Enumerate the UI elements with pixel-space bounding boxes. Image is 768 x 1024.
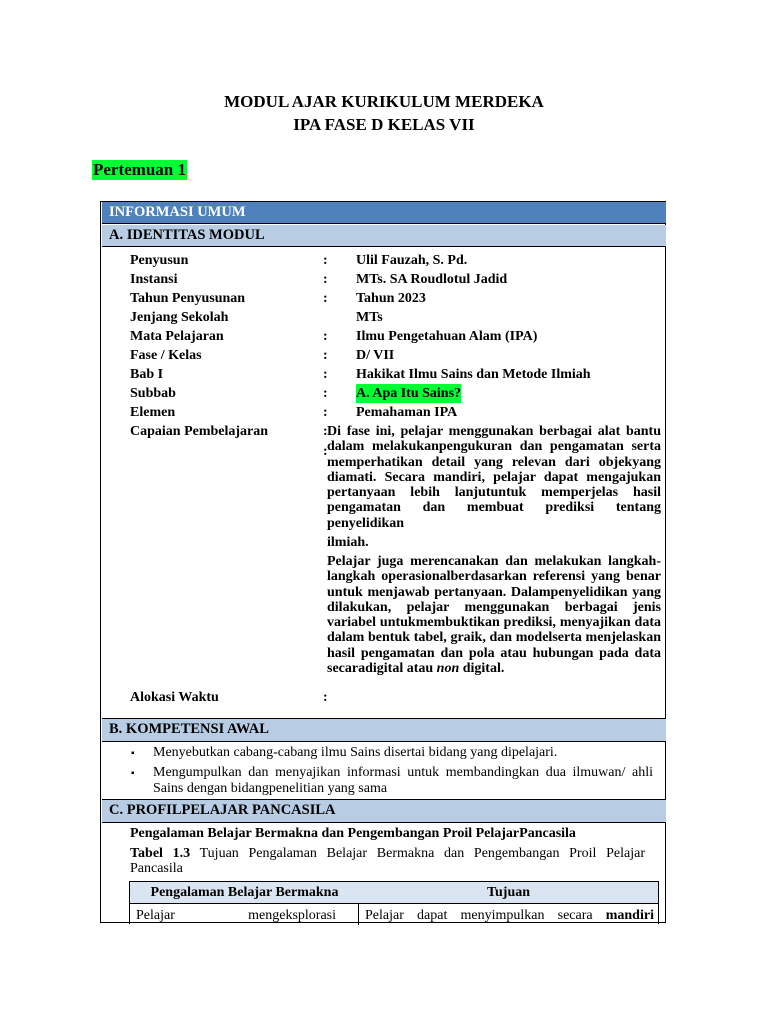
identity-colon: :	[323, 291, 328, 306]
section-header-profil: C. PROFILPELAJAR PANCASILA	[102, 799, 666, 823]
cell-word: Pelajar	[365, 908, 404, 923]
profil-table-header-col1: Pengalaman Belajar Bermakna	[150, 885, 339, 900]
identity-colon: :	[323, 329, 328, 344]
capaian-paragraph-2-tail: digital.	[462, 661, 505, 677]
section-header-identitas: A. IDENTITAS MODUL	[102, 225, 666, 247]
meeting-label: Pertemuan 1	[93, 160, 187, 179]
cell-word: dapat	[417, 908, 448, 923]
identity-label: Elemen	[130, 405, 176, 420]
identity-label: Subbab	[130, 386, 176, 401]
identity-value: Pemahaman IPA	[356, 405, 458, 420]
capaian-paragraph-2-italic: non	[436, 661, 460, 677]
cell-word: mengeksplorasi	[248, 908, 336, 923]
identity-colon: :	[323, 272, 328, 287]
identity-colon: :	[323, 253, 328, 268]
identity-label: Jenjang Sekolah	[130, 310, 229, 325]
identity-colon: :	[323, 367, 328, 382]
profil-table-header-col2: Tujuan	[486, 885, 531, 900]
document-subtitle: IPA FASE D KELAS VII	[293, 115, 475, 134]
cell-word: Pelajar	[136, 908, 175, 923]
identity-colon: :	[323, 348, 328, 363]
module-table	[100, 201, 666, 923]
identity-value-highlighted: A. Apa Itu Sains?	[356, 386, 462, 401]
cell-word: secara	[557, 908, 593, 923]
capaian-colon: :	[323, 424, 328, 439]
profil-subtitle: Pengalaman Belajar Bermakna dan Pengembangan Proil PelajarPancasila	[130, 826, 576, 841]
identity-label: Tahun Penyusunan	[130, 291, 246, 306]
capaian-label: Capaian Pembelajaran	[130, 424, 269, 439]
bullet-icon: ▪	[131, 748, 135, 759]
capaian-colon-second: :	[323, 444, 328, 459]
identity-value: Ilmu Pengetahuan Alam (IPA)	[356, 329, 538, 344]
table-caption-text: Tujuan Pengalaman Belajar Bermakna dan Pengembangan Proil Pelajar Pancasila	[130, 846, 645, 876]
cell-word: menyimpulkan	[460, 908, 545, 923]
identity-label: Bab I	[130, 367, 164, 382]
identity-value: D/ VII	[356, 348, 395, 363]
cell-word-bold: mandiri	[605, 908, 654, 923]
table-caption-label: Tabel 1.3	[130, 846, 191, 861]
table-caption	[130, 846, 645, 876]
profil-table-cell-col2	[365, 908, 654, 924]
document-title: MODUL AJAR KURIKULUM MERDEKA	[224, 92, 544, 111]
capaian-paragraph-1-end: ilmiah.	[327, 535, 369, 550]
identity-label: Instansi	[130, 272, 178, 287]
identity-value: Ulil Fauzah, S. Pd.	[356, 253, 468, 268]
identity-value: Hakikat Ilmu Sains dan Metode Ilmiah	[356, 367, 591, 382]
identity-value: MTs	[356, 310, 383, 325]
profil-table	[129, 881, 659, 924]
capaian-paragraph-2	[327, 554, 661, 676]
alokasi-label: Alokasi Waktu	[130, 690, 219, 705]
kompetensi-text: Menyebutkan cabang-cabang ilmu Sains disertai bidang yang dipelajari.	[153, 745, 558, 760]
kompetensi-text: Mengumpulkan dan menyajikan informasi untuk membandingkan dua ilmuwan/ ahli Sains dengan bidangpenelitian yang sama	[153, 765, 653, 796]
alokasi-colon: :	[323, 690, 328, 705]
identity-value: Tahun 2023	[356, 291, 426, 306]
section-header-kompetensi: B. KOMPETENSI AWAL	[102, 718, 666, 742]
identity-label: Penyusun	[130, 253, 189, 268]
identity-colon: :	[323, 405, 328, 420]
profil-table-cell-col1	[136, 908, 336, 924]
identity-colon: :	[323, 386, 328, 401]
capaian-paragraph-1: Di fase ini, pelajar menggunakan berbagai alat bantu dalam melakukanpengukuran dan pengamatan serta memperhatikan detail yang relevan dari objekyang diamati. Secara mandiri, pelajar dapat mengajukan pertanyaan lebih lanjutuntuk memperjelas hasil pengamatan dan membuat prediksi tentang penyelidikan	[327, 424, 661, 531]
identity-label: Fase / Kelas	[130, 348, 202, 363]
identity-value: MTs. SA Roudlotul Jadid	[356, 272, 508, 287]
identity-label: Mata Pelajaran	[130, 329, 224, 344]
capaian-paragraph-2-main: Pelajar juga merencanakan dan melakukan langkah-langkah operasionalberdasarkan referensi yang benar untuk menjawab pertanyaan. Dalampenyelidikan yang dilakukan, pelajar menggunakan berbagai jenis variabel untukmembuktikan prediksi, menyajikan data dalam bentuk tabel, graik, dan modelserta menjelaskan hasil pengamatan dan pola atau hubungan pada data secaradigital atau	[327, 554, 661, 677]
bullet-icon: ▪	[131, 768, 135, 779]
section-header-info-umum: INFORMASI UMUM	[102, 202, 666, 224]
